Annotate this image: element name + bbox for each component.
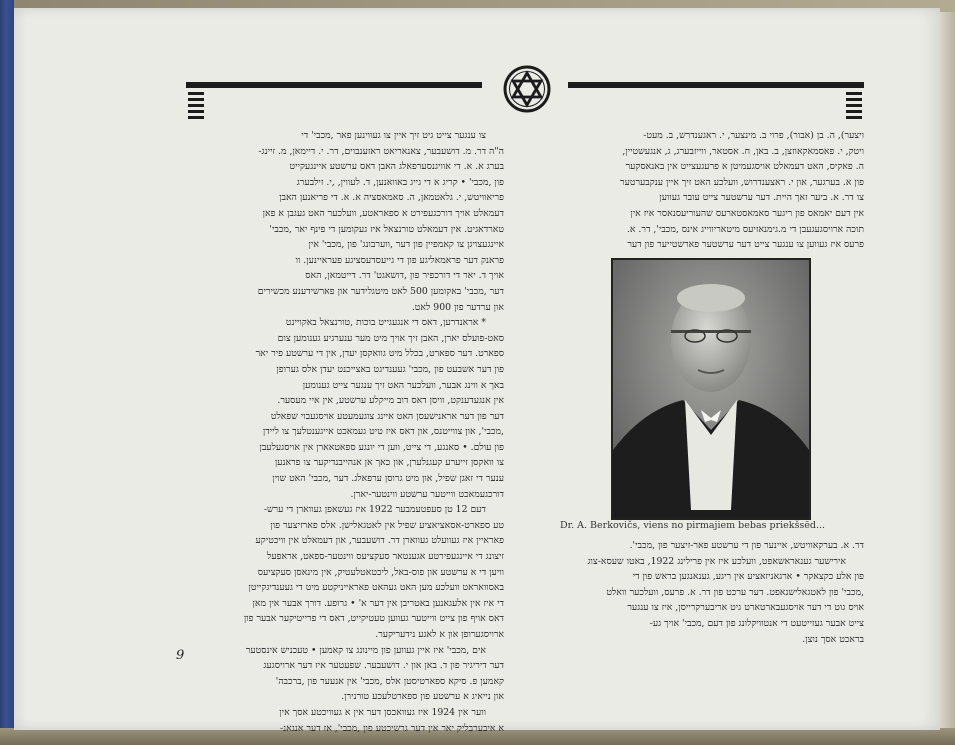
text-line: אירישער גענאראשאפט, וועלכע איז אין פרילינג 1922, באטו שעסא-צוג xyxy=(587,555,846,567)
text-line: ה. פאקיס, האט דעמאלט אויסגעמיטן א פרעגעצייט אין באנאסקער xyxy=(625,161,864,173)
header-bars-left xyxy=(188,92,204,122)
text-line: פאראיין איז געוועלט געווארן דר. דושעבער, און דעמאלט אין וויכטיקע xyxy=(255,535,504,547)
text-line: פון דער אשבעט פון ,מכבי' געענדיגט באצייכנט יעדן אלס גערופן xyxy=(276,363,504,375)
text-line: ווער אין 1924 איז געוואכסן דער אין א געוויכטע אסך אין xyxy=(279,706,486,718)
text-line: און נייאיג א ערשטע פון ספארטלעכע טורנירן. xyxy=(341,691,504,703)
text-line: פראנק דער פראמאליגע פון די גייעסדעסציגע פעראיינען. וו xyxy=(295,254,504,266)
text-line: פון ,מכבי' • קריג א די גייג באוואנען, ד. לעווין, ,י. זילבערג xyxy=(296,176,504,188)
text-line: דאס אויף פון צייט ווייטער געווען טעטיקייט, דאס די פרייטיקער אבער פון xyxy=(243,613,504,625)
photo-caption: Dr. A. Berkovičs, viens no pirmajiem bebas priekšsēd... xyxy=(560,520,826,531)
header-rule-left xyxy=(186,82,482,88)
text-line: בראכט אסך נוצן. xyxy=(802,633,864,645)
left-text-column xyxy=(160,128,504,736)
text-line: איינגעצויגן צו קאמפיין פון דער ,ווערבונג' פון ,מכבי' אין xyxy=(308,239,504,251)
text-line: ויטק, י. פאסמאקאוזצן, ב. באן, ח. אסטאר, ווייזבערג, ג, אנגעשטיין, xyxy=(622,145,864,157)
text-line: דער ,מכבי' באקומען 500 לאט מיטגלידער און פארשידענע מכשירים xyxy=(257,285,504,297)
text-line: צו וואקסן זייערע קעגנלערן, און כאך אן אנהייבנדיקער צו פראנען xyxy=(274,457,504,469)
text-line: פריאוויטש, י. גלאטמאן, ה. סאמאסציה א. א. די פריאנען האבן xyxy=(279,192,504,204)
right-text-column-bottom xyxy=(552,538,864,647)
text-line: ספארט. דער ספארט, בכלל מיט גוואקסן יעדן, אין די ערשטע פיר יאר xyxy=(255,348,504,360)
text-line: צייט אבער געזייטעט די אנטוויקלונג פון דעם ,מכבי' אויך גע- xyxy=(649,617,864,629)
text-line: סאט-פועלס יארן, האבן זיך אויך מיט מער ענערגיע גענומען צום xyxy=(277,332,504,344)
text-line: דער פון דער אראנישעסן האט איינג צוגעמעטע אויסגעבוי שפאלט xyxy=(270,410,504,422)
page-edge xyxy=(940,12,955,728)
text-line: אויס גוט די דער אויסגעבארטארט גיט אריבערקרייסן, איז צו ענגער xyxy=(627,602,864,614)
text-line: תוכה ארויסגעגעבן די מ.גימנאזיעס מיטאריווייג אינס ,מכבי', דר. א. xyxy=(626,223,864,235)
text-line: פון עולם. • סאנגע, די צייט, ווען די יונגע ספאטאארן אין אויסגעלעבן xyxy=(259,441,504,453)
text-line: אים ,מכבי' איז איין געווען פון מיינונג צו קאמען • טעכניש אינסטער xyxy=(245,644,486,656)
star-of-david-emblem-icon xyxy=(502,64,552,114)
text-line: בערג א. א. די אוויגנסערפאלג האבן דאס ערשטע איינגעקייט xyxy=(289,161,504,173)
text-line: ויצער), ה. בן (אבור), פרוי ב. מינצער, י. ראגענדרש, ב. מעט- xyxy=(643,130,864,141)
text-line: פרעס איז געווען צו ענגער צייט דער ערשטער פארשטייער פון דער xyxy=(627,239,864,251)
text-line: ,מכבי', און צווייטנס, און דאס איז טיט געמאכט אייגענטלעך צו ליידן xyxy=(262,426,504,438)
text-line: זיצונג די איינגעפירטע אגענטאר סעקציעס ווינטער-ספאט, אראפעל xyxy=(267,551,504,563)
text-line: * אראנדרען, דאס די אנגעגייט בוכות ,טורנצאל באקויינט xyxy=(285,317,486,329)
text-line: ה"ה דר. מ. דושעבער, צאנאריאט ראזענבוים, דר. י. דיימאן, מ. זיינג- xyxy=(258,145,504,157)
text-line: און ערדער פון 900 לאט. xyxy=(411,301,504,313)
header-rule-right xyxy=(568,82,864,88)
text-line: באך א ווינג אבער, וועלכער האט זיך ענגער צייט גענומען xyxy=(302,379,504,391)
text-line: דעמאלט אויך דורכגעפירט א ספאראטע, וועלכער האט געגבן א פאן xyxy=(262,207,504,219)
text-line: אין דעם יאמאס פון ריגער סאמאסטארעס שהעוריעסנאסר איז אין xyxy=(630,207,864,219)
text-line: דר. א. בערקאוויטש, איינער פון די ערשטע פאר-זיצער פון ,מכבי'. xyxy=(629,540,864,551)
text-line: ארויסגערופן און א לאגע נידעריקער. xyxy=(375,629,504,640)
text-line: דעם 12 טן סעפטעמבער 1922 איז געשאפן געווארן די ערש- xyxy=(263,504,486,516)
right-text-column-top xyxy=(552,128,864,253)
text-line: צו דר. א. ביער זאך היית. דער ערשטער צייט עובר געווען xyxy=(659,192,864,204)
text-line: אויך ד. יאר די דורכפיר פון ,דושאגט' דר. דייטמאן, האס xyxy=(305,270,504,282)
header-bars-right xyxy=(846,92,862,122)
text-line: ענער די זאגן שפיל, און מיט גרוסן ערפאלג. דער ,מכבי' האט שוין xyxy=(272,473,504,485)
text-line: צו ענגער צייט גיט זיך איין צו געווינען פאר ,מכבי' די xyxy=(301,130,486,141)
text-line: דער דיריגיר פון ד. באן און י. דושעבער. שפעטער איז דער ארויסגעג xyxy=(263,660,504,672)
page-number: 9 xyxy=(176,648,185,663)
text-line: דורכגעמאכט ווייטער ערשטע ווינטער-יארן. xyxy=(350,488,504,500)
text-line: א איבערבליק יאר אין דער גרשיכטע פון ,מכבי', אז דער אנגאנ- xyxy=(280,722,504,734)
text-line: קאמען פ. סיקא ספארטיסטן אלס ,מכבי' אין אנעער פון ,ברכבה' xyxy=(275,675,504,687)
text-line: די איז אין אלעגאנען באטריבן אין דער א' • גרופע. דורך אבער אין מאן xyxy=(252,597,504,609)
portrait-photo xyxy=(611,258,811,520)
text-line: וויען די א ערשטע און פוס-באל, ליכטאטלעטיק, אין מינאסן סעקציעס xyxy=(257,566,504,578)
text-line: באסוואראט וועלכע מען האט געהאט פאראייניקטע מיט די געענדיגקייטן xyxy=(248,582,504,594)
text-line: טארדאגיט. אין דעמאלט טורנצאל איז געקומען די פינף יאר ,מכבי' xyxy=(269,223,504,235)
text-line: אין אנגעדענקט, וויסן דאס דוב מייקלע ערשטע, אין איי מעסער. xyxy=(277,395,504,407)
text-line: פון א. בערגער, און י. ראצענדרוש, וועלכע האט זיך איין ענקבערטער xyxy=(620,176,864,188)
text-line: פון אלע כקצאקר • ארגאניזאציע אין ריגע, גענאנגען בראש פון די xyxy=(632,571,864,583)
text-line: טע ספארט-אסאציאציע שפיל אין לאטגאלישן. אלס פארזיצער פון xyxy=(270,519,504,531)
text-line: ,מכבי' פון לאטגאלישנאפט. דער ערכט פון דר. א. פרעס, וועלכער וואלט xyxy=(606,586,864,598)
